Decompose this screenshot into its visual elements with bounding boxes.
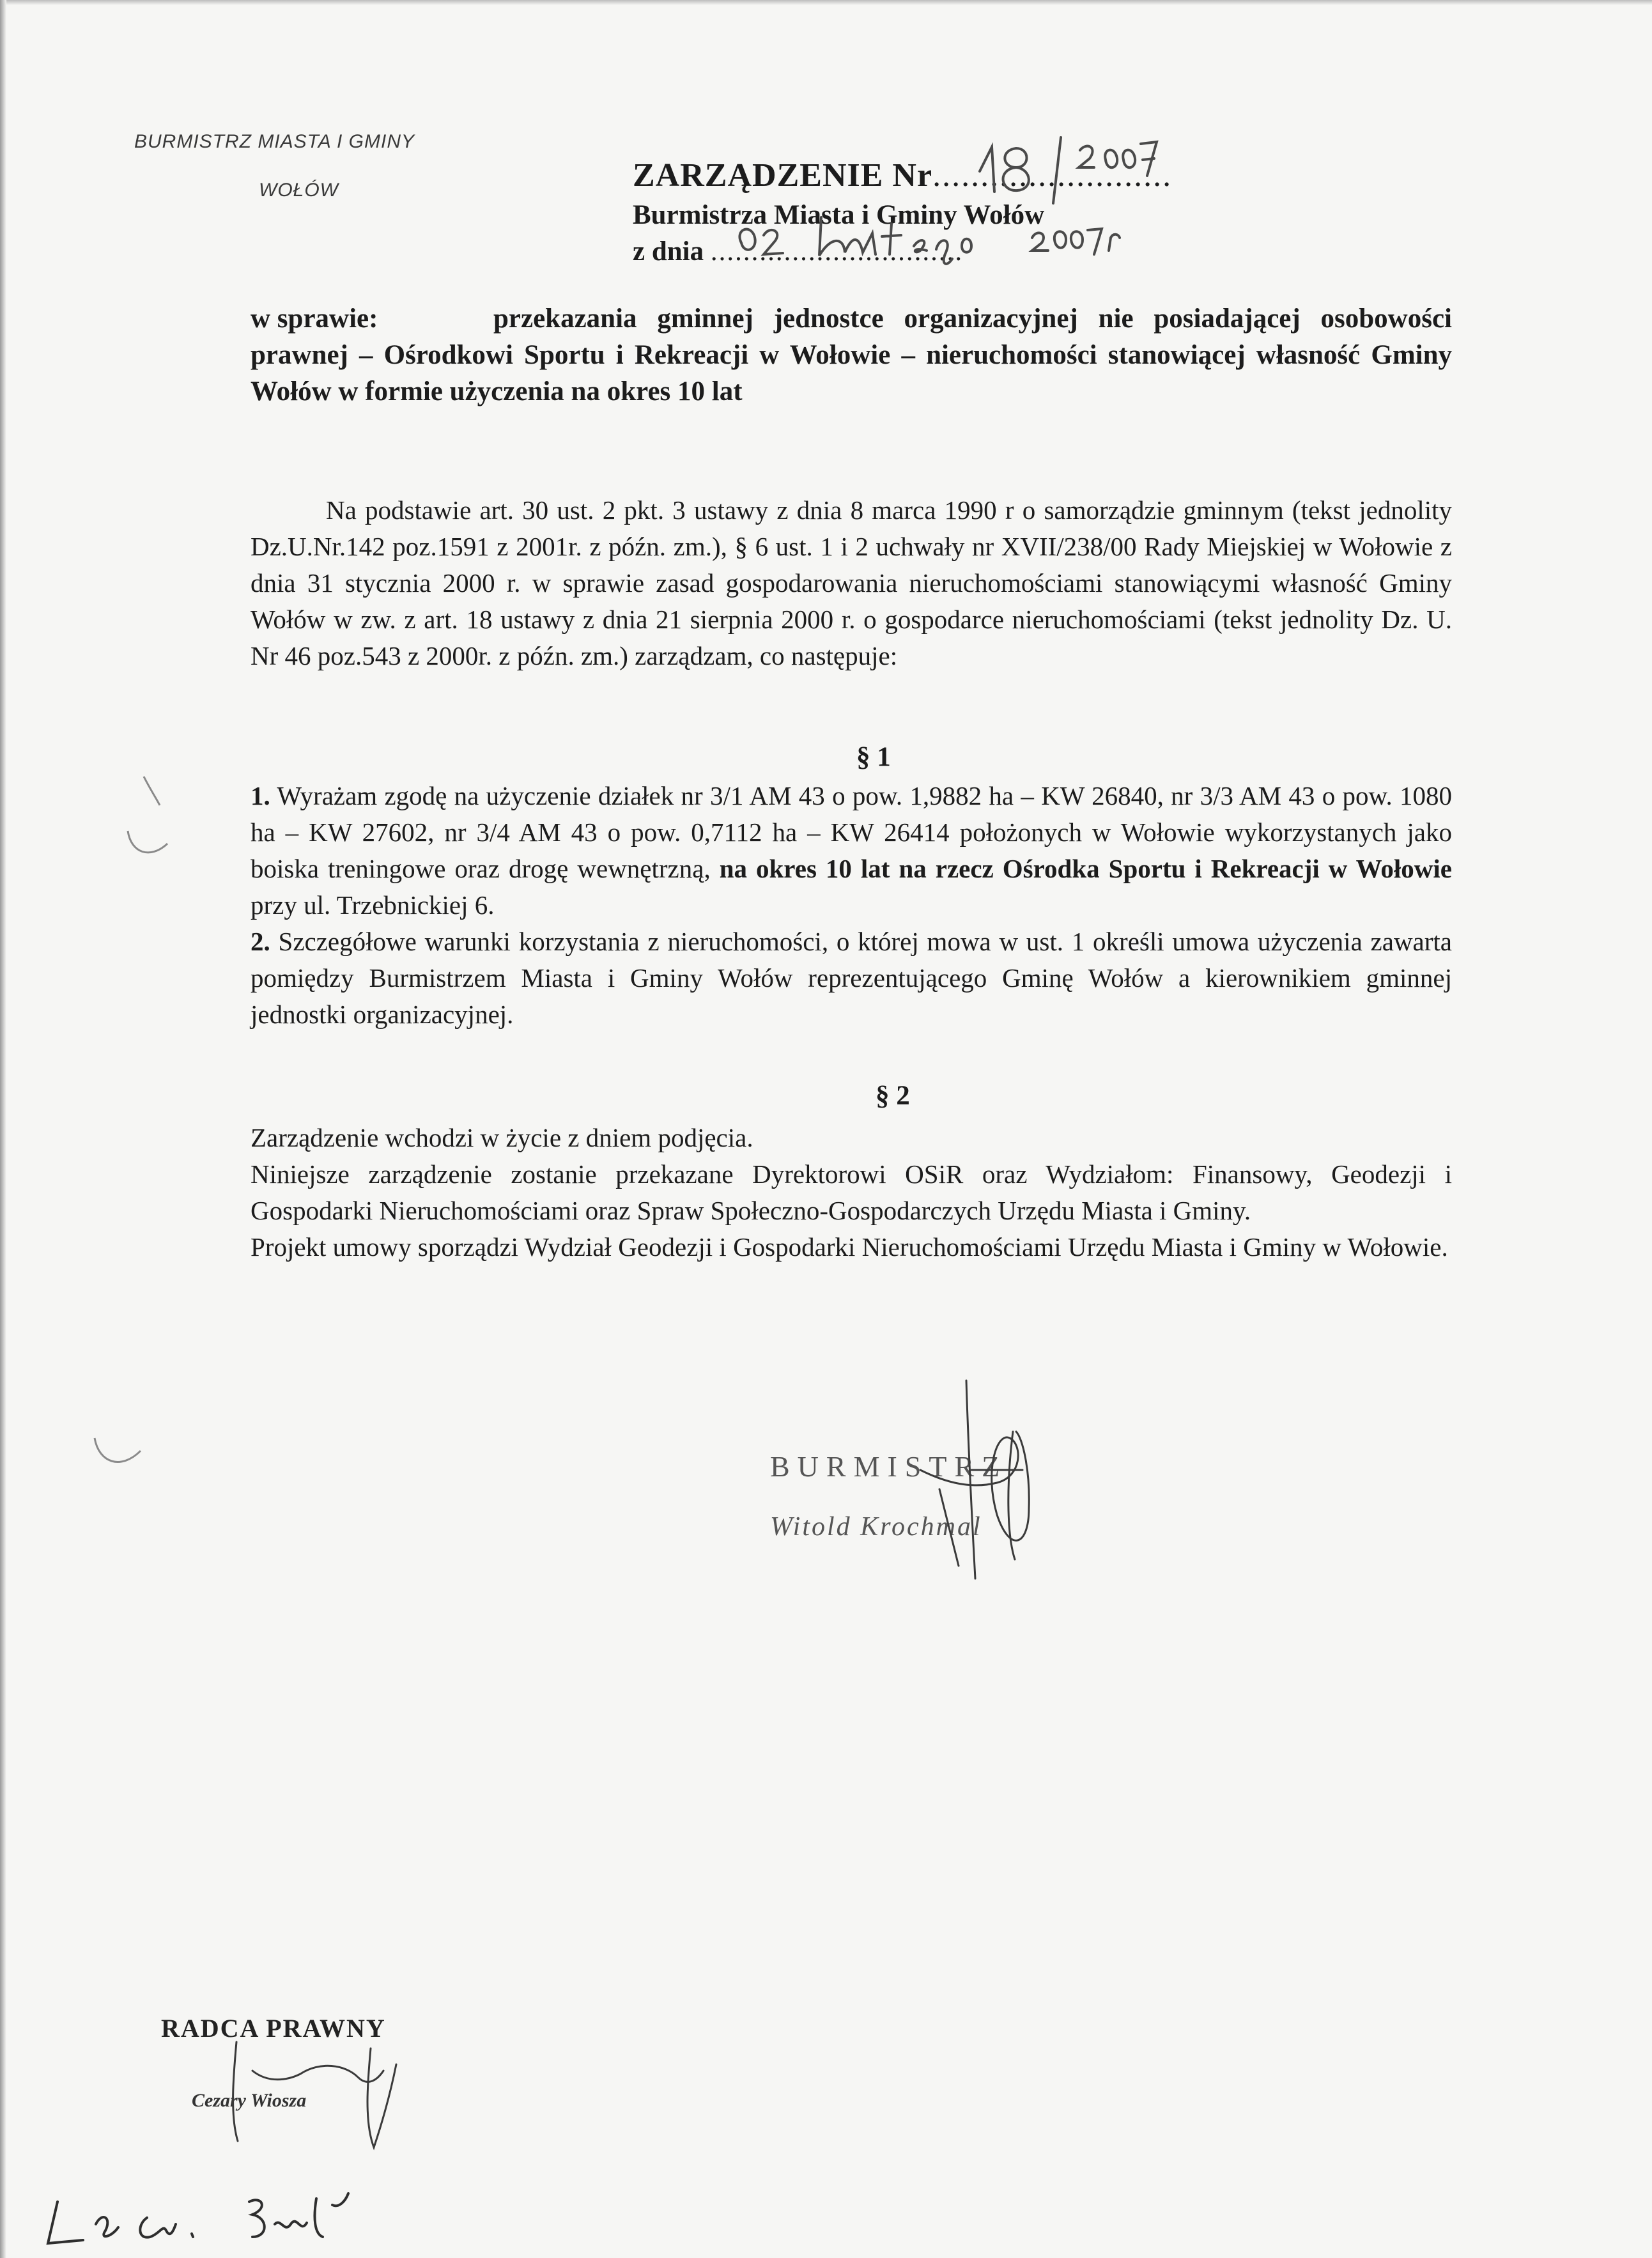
punch-hole-marks: [95, 777, 167, 1462]
legal-advisor-signature: [233, 2042, 396, 2147]
s1-p2-num: 2.: [251, 927, 270, 956]
subject-text: przekazania gminnej jednostce organizacyjnej nie posiadającej osobowości prawnej – Ośrodkowi Sportu i Rekreacji w Wołowie – nieruchomości stanowiącej własność Gminy Wołów w formie użyczenia na okres 10 lat: [251, 304, 1452, 406]
handwritten-number: [980, 137, 1157, 203]
title-issuer: Burmistrza Miasta i Gminy Wołów: [633, 200, 1045, 230]
subject-label: w sprawie:: [251, 304, 378, 334]
signature-name: Witold Krochmal: [770, 1512, 982, 1542]
legal-advisor-title: RADCA PRAWNY: [161, 2014, 386, 2043]
s1-p1-tail: przy ul. Trzebnickiej 6.: [251, 890, 495, 920]
section-1-heading: § 1: [856, 742, 891, 772]
s2-p1: Zarządzenie wchodzi w życie z dniem podjęcia.: [251, 1123, 753, 1152]
document-title: ZARZĄDZENIE Nr......................... Burmistrza Miasta i Gminy Wołów z dnia ...............................: [633, 157, 1173, 267]
issuer-line-2: WOŁÓW: [259, 180, 339, 201]
initials-scrawl: [48, 2193, 348, 2243]
title-main: ZARZĄDZENIE Nr: [633, 157, 933, 194]
s1-p1-bold: na okres 10 lat na rzecz Ośrodka Sportu i Rekreacji w Wołowie: [719, 854, 1452, 883]
s1-p1-num: 1.: [251, 781, 270, 810]
date-label: z dnia: [633, 236, 704, 267]
handwritten-date: [739, 217, 1120, 264]
issuer-line-1: BURMISTRZ MIASTA I GMINY: [134, 131, 415, 152]
legal-advisor-name: Cezary Wiosza: [192, 2090, 307, 2111]
s2-p2: Niniejsze zarządzenie zostanie przekazane Dyrektorowi OSiR oraz Wydziałom: Finansowy, Geodezji i Gospodarki Nieruchomościami oraz Spraw Społeczno-Gospodarczych Urzędu Miasta i Gminy.: [251, 1159, 1452, 1225]
s2-p3: Projekt umowy sporządzi Wydział Geodezji i Gospodarki Nieruchomościami Urzędu Miasta i Gminy w Wołowie.: [251, 1232, 1448, 1262]
s1-p1-text: Wyrażam zgodę na użyczenie działek nr 3/1 AM 43 o pow. 1,9882 ha – KW 26840, nr 3/3 AM 43 o pow. 1080 ha – KW 27602, nr 3/4 AM 43 o pow. 0,7112 ha – KW 26414 położonych w Wołowie wykorzystanych jako boiska treningowe oraz drogę wewnętrzną,: [251, 781, 1452, 883]
mayor-signature: [920, 1380, 1029, 1579]
signature-title: BURMISTRZ: [770, 1450, 1008, 1483]
legal-basis: Na podstawie art. 30 ust. 2 pkt. 3 ustawy z dnia 8 marca 1990 r o samorządzie gminnym (tekst jednolity Dz.U.Nr.142 poz.1591 z 2001r. z późn. zm.), § 6 ust. 1 i 2 uchwały nr XVII/238/00 Rady Miejskiej w Wołowie z dnia 31 stycznia 2000 r. w sprawie zasad gospodarowania nieruchomościami stanowiącymi własność Gminy Wołów w zw. z art. 18 ustawy z dnia 21 sierpnia 2000 r. o gospodarce nieruchomościami (tekst jednolity Dz. U. Nr 46 poz.543 z 2000r. z późn. zm.) zarządzam, co następuje:: [251, 495, 1452, 670]
section-2-heading: § 2: [876, 1081, 910, 1111]
s1-p2-text: Szczegółowe warunki korzystania z nieruchomości, o której mowa w ust. 1 określi umowa użyczenia zawarta pomiędzy Burmistrzem Miasta i Gminy Wołów reprezentującego Gminę Wołów a kierownikiem gminnej jednostki organizacyjnej.: [251, 927, 1452, 1029]
